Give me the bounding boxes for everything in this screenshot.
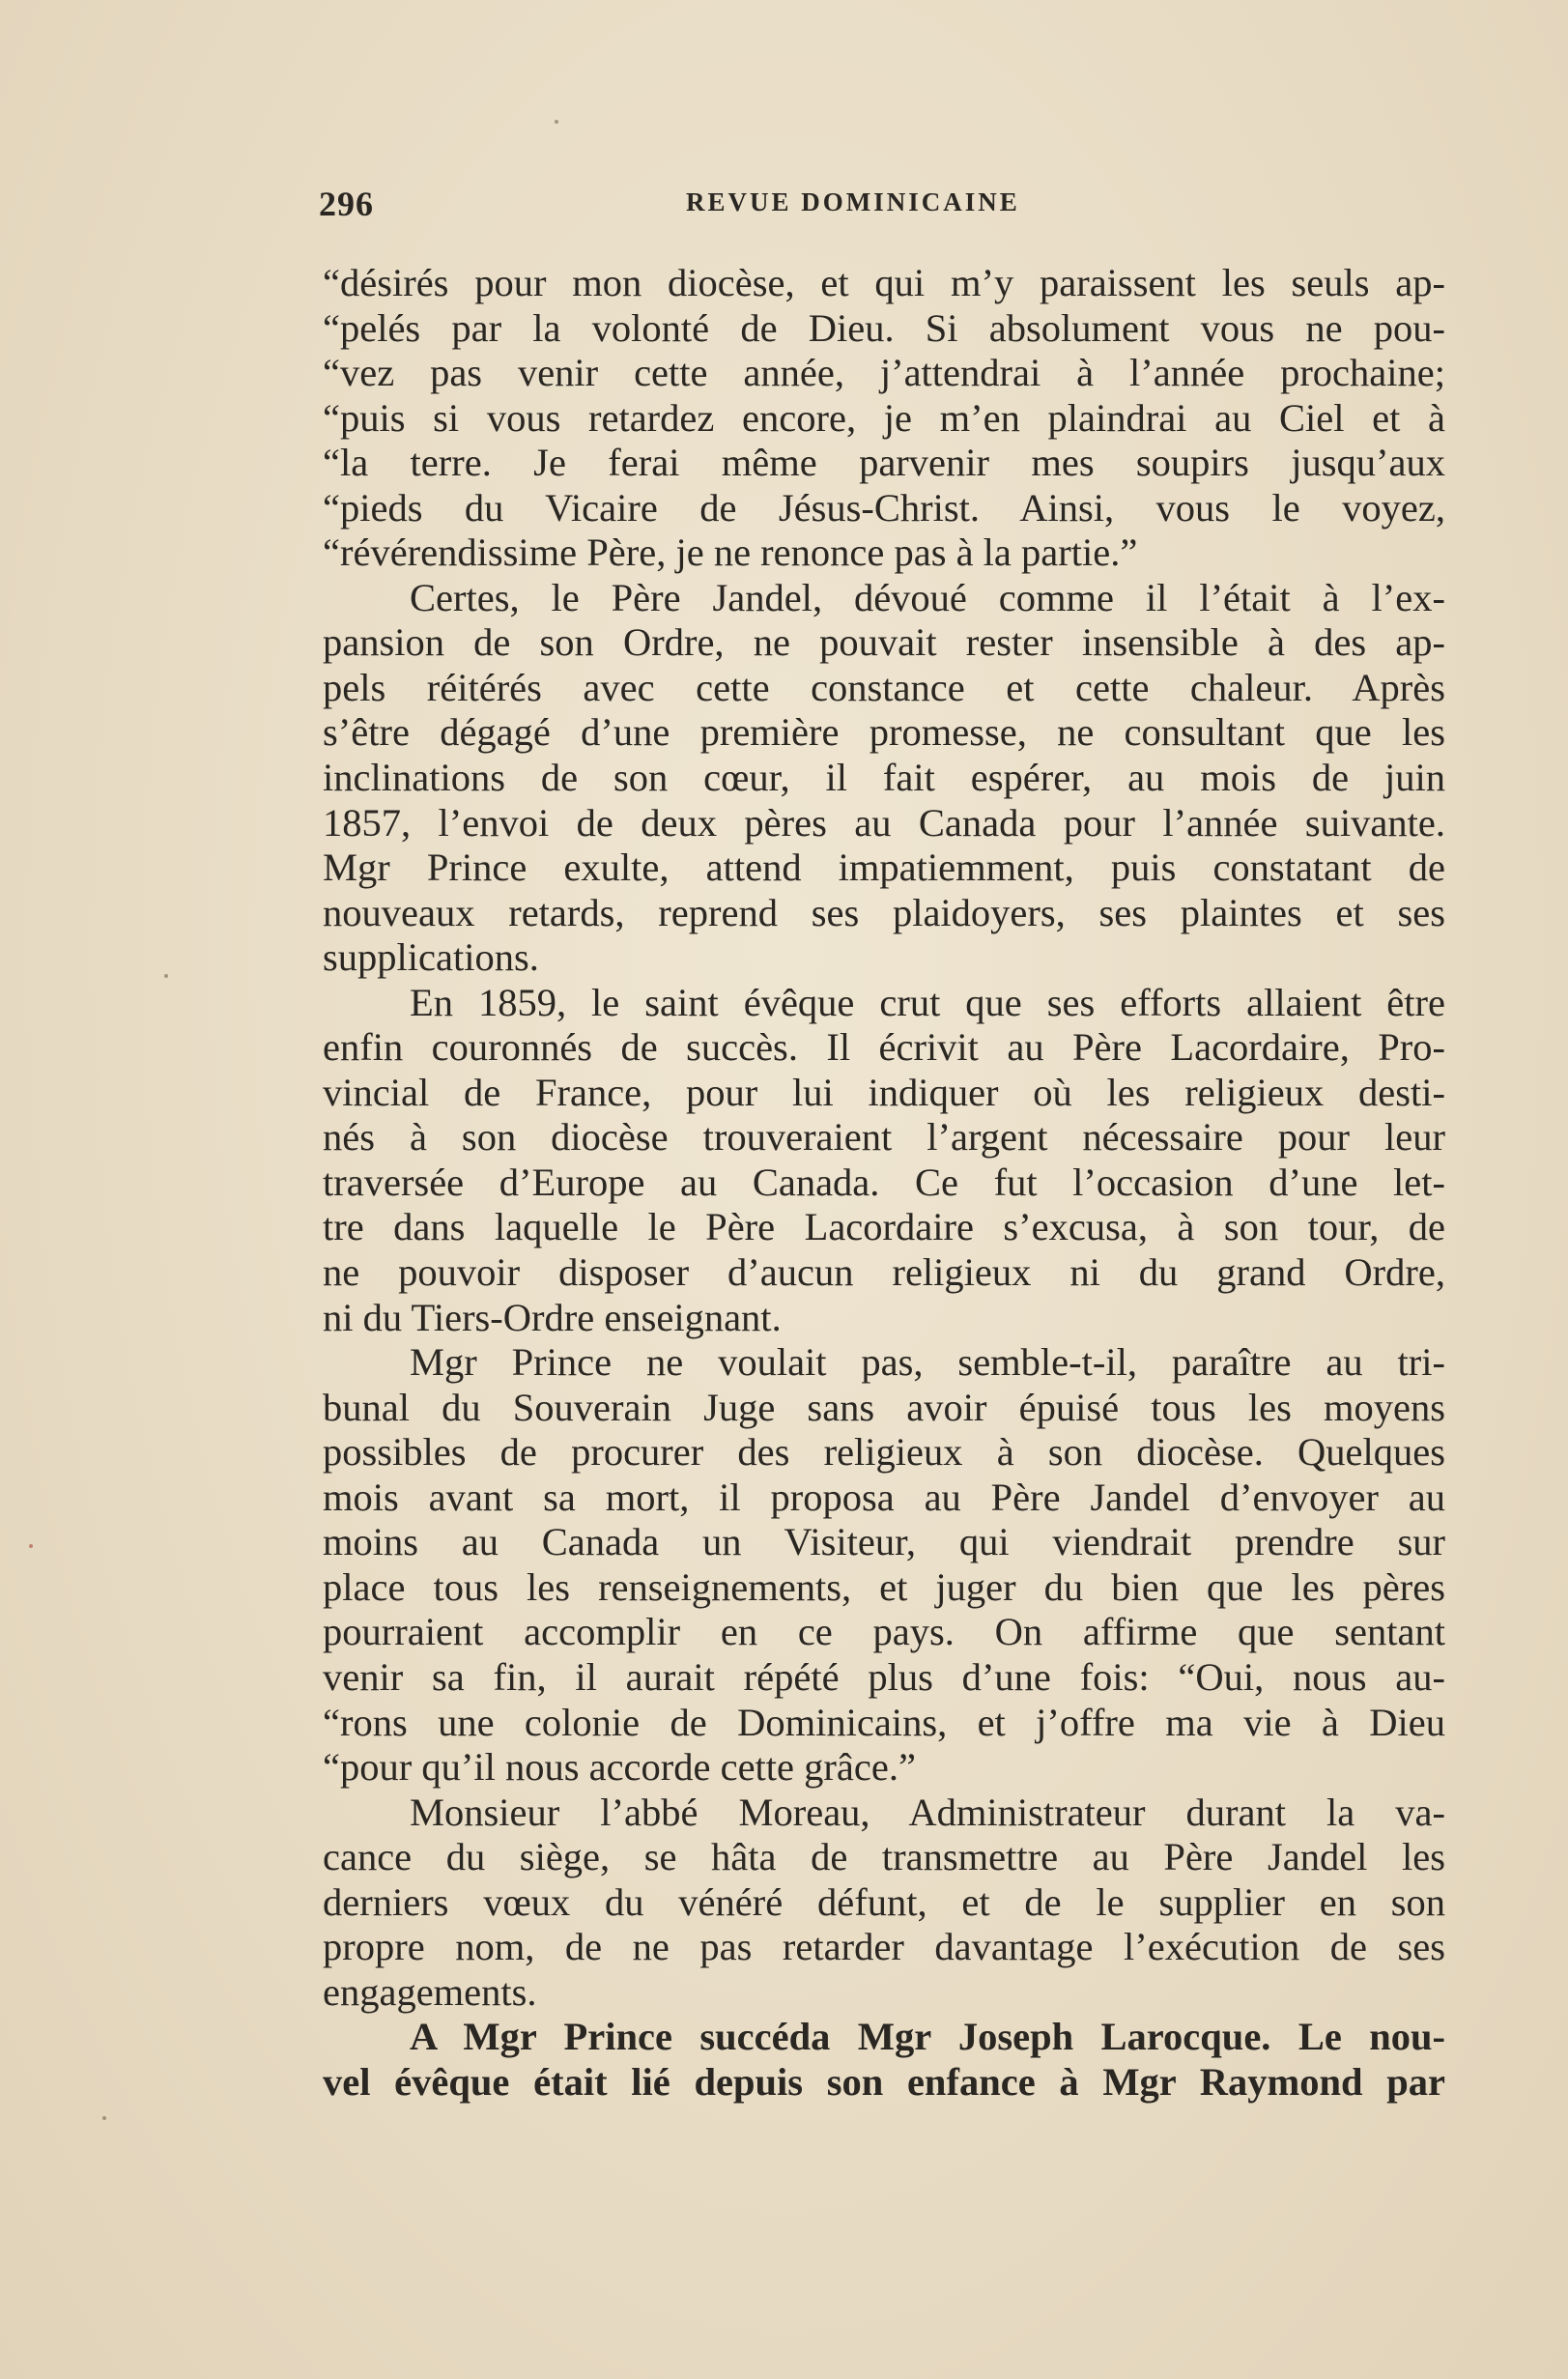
text-line: “puis si vous retardez encore, je m’en plaindrai au Ciel et à [323, 395, 1445, 440]
page-number: 296 [319, 185, 374, 223]
paper-speck [29, 1544, 33, 1548]
text-line: inclinations de son cœur, il fait espérer, au mois de juin [323, 756, 1445, 800]
text-line: Certes, le Père Jandel, dévoué comme il l’était à l’ex- [410, 575, 1445, 619]
text-line: “pieds du Vicaire de Jésus-Christ. Ainsi, vous le voyez, [323, 485, 1445, 530]
text-line: ni du Tiers-Ordre enseignant. [323, 1295, 782, 1339]
text-line: propre nom, de ne pas retarder davantage l’exécution de ses [323, 1925, 1445, 1969]
text-line: engagements. [323, 1969, 537, 2014]
text-line: “désirés pour mon diocèse, et qui m’y paraissent les seuls ap- [323, 261, 1445, 304]
text-line: traversée d’Europe au Canada. Ce fut l’occasion d’une let- [323, 1160, 1445, 1204]
text-line: ne pouvoir disposer d’aucun religieux ni du grand Ordre, [323, 1250, 1445, 1295]
paper-speck [164, 974, 168, 978]
text-line: s’être dégagé d’une première promesse, ne consultant que les [323, 710, 1445, 755]
text-line: moins au Canada un Visiteur, qui viendrait prendre sur [323, 1520, 1445, 1564]
text-line: vincial de France, pour lui indiquer où les religieux desti- [323, 1070, 1445, 1114]
text-line: enfin couronnés de succès. Il écrivit au Père Lacordaire, Pro- [323, 1025, 1445, 1070]
text-line: “vez pas venir cette année, j’attendrai à l’année prochaine; [323, 351, 1445, 395]
text-line: “pelés par la volonté de Dieu. Si absolument vous ne pou- [323, 305, 1445, 350]
text-line: mois avant sa mort, il proposa au Père Jandel d’envoyer au [323, 1475, 1445, 1519]
paper-speck [555, 120, 558, 124]
text-line: “la terre. Je ferai même parvenir mes soupirs jusqu’aux [323, 441, 1445, 485]
text-line: nouveaux retards, reprend ses plaidoyers, ses plaintes et ses [323, 890, 1445, 934]
text-line: A Mgr Prince succéda Mgr Joseph Larocque. Le nou- [410, 2015, 1445, 2059]
text-line: Monsieur l’abbé Moreau, Administrateur durant la va- [410, 1790, 1445, 1834]
page-header [319, 184, 1449, 232]
text-line: “révérendissime Père, je ne renonce pas à la partie.” [323, 530, 1138, 575]
text-line: tre dans laquelle le Père Lacordaire s’excusa, à son tour, de [323, 1205, 1445, 1249]
text-line: “rons une colonie de Dominicains, et j’offre ma vie à Dieu [323, 1700, 1445, 1744]
text-line: “pour qu’il nous accorde cette grâce.” [323, 1745, 916, 1790]
body-text [323, 261, 1445, 2105]
text-line: Mgr Prince exulte, attend impatiemment, puis constatant de [323, 846, 1445, 890]
text-line: pansion de son Ordre, ne pouvait rester insensible à des ap- [323, 620, 1445, 665]
paper-speck [102, 2116, 106, 2120]
text-line: place tous les renseignements, et juger du bien que les pères [323, 1564, 1445, 1609]
text-line: vel évêque était lié depuis son enfance à Mgr Raymond par [323, 2059, 1445, 2104]
text-line: supplications. [323, 935, 539, 980]
text-line: possibles de procurer des religieux à son diocèse. Quelques [323, 1430, 1445, 1475]
text-line: pels réitérés avec cette constance et cette chaleur. Après [323, 665, 1445, 709]
text-line: Mgr Prince ne voulait pas, semble-t-il, paraître au tri- [410, 1340, 1445, 1385]
text-line: En 1859, le saint évêque crut que ses efforts allaient être [410, 980, 1445, 1024]
text-line: nés à son diocèse trouveraient l’argent nécessaire pour leur [323, 1115, 1445, 1160]
text-line: cance du siège, se hâta de transmettre au Père Jandel les [323, 1835, 1445, 1879]
text-line: bunal du Souverain Juge sans avoir épuisé tous les moyens [323, 1385, 1445, 1429]
running-title: REVUE DOMINICAINE [686, 187, 1020, 216]
text-line: pourraient accomplir en ce pays. On affirme que sentant [323, 1610, 1445, 1654]
text-line: venir sa fin, il aurait répété plus d’une fois: “Oui, nous au- [323, 1654, 1445, 1699]
text-line: derniers vœux du vénéré défunt, et de le supplier en son [323, 1879, 1445, 1924]
text-line: 1857, l’envoi de deux pères au Canada pour l’année suivante. [323, 800, 1445, 845]
